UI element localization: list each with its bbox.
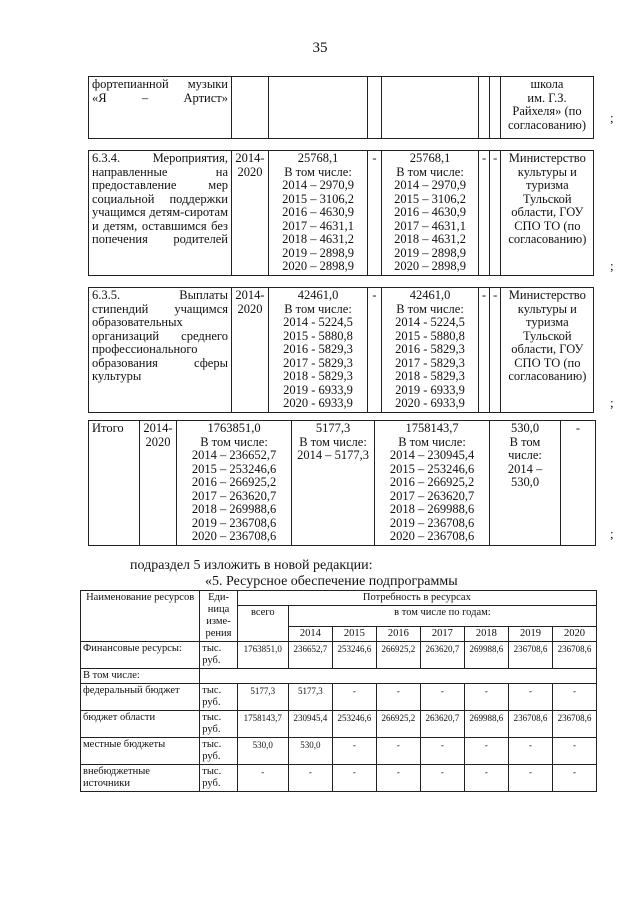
resource-year-value: - bbox=[376, 765, 420, 792]
federal-funding: - bbox=[368, 288, 382, 413]
executor: Министерство культуры и туризма Тульской области, ГОУ СПО ТО (по согласованию) bbox=[501, 151, 594, 276]
period: 2014- 2020 bbox=[140, 421, 177, 546]
subsection-instruction: подраздел 5 изложить в новой редакции: bbox=[130, 558, 373, 573]
resource-total: 1758143,7 bbox=[237, 711, 288, 738]
executor: школа им. Г.З. Райхеля» (по согласованию) bbox=[501, 77, 594, 139]
resource-year-value: 236652,7 bbox=[288, 642, 332, 669]
resource-year-value: - bbox=[376, 738, 420, 765]
resource-year-value: 263620,7 bbox=[420, 642, 464, 669]
regional-funding: 1758143,7 В том числе: 2014 – 230945,4 2015 – 253246,6 2016 – 266925,2 2017 – 263620,7 2018 – 269988,6 2019 – 236708,6 2020 – 236708,6 bbox=[375, 421, 490, 546]
resource-year-value: - bbox=[332, 765, 376, 792]
resource-row bbox=[81, 738, 597, 765]
row-end-semicolon: ; bbox=[610, 395, 614, 410]
resource-year-value: - bbox=[508, 684, 552, 711]
year-header-2015: 2015 bbox=[332, 627, 376, 642]
resource-year-value: 269988,6 bbox=[464, 642, 508, 669]
year-header-2016: 2016 bbox=[376, 627, 420, 642]
local-funding: 530,0 В том числе: 2014 – 530,0 bbox=[490, 421, 561, 546]
resource-row bbox=[81, 669, 597, 684]
row-end-semicolon: ; bbox=[610, 258, 614, 273]
program-table-block-2 bbox=[88, 150, 594, 276]
extra-funding: - bbox=[490, 151, 501, 276]
resource-year-value: 266925,2 bbox=[376, 711, 420, 738]
year-header-2017: 2017 bbox=[420, 627, 464, 642]
col-header-unit: Еди- ница изме- рения bbox=[200, 591, 237, 642]
resource-year-value: - bbox=[376, 684, 420, 711]
resource-name: внебюджетные источники bbox=[81, 765, 200, 792]
resource-year-value: - bbox=[552, 738, 596, 765]
resource-year-value: - bbox=[420, 684, 464, 711]
col-header-total: всего bbox=[237, 606, 288, 642]
period: 2014- 2020 bbox=[232, 151, 269, 276]
local-funding: - bbox=[479, 288, 490, 413]
col-header-need: Потребность в ресурсах bbox=[237, 591, 596, 606]
resource-year-value: 266925,2 bbox=[376, 642, 420, 669]
row-end-semicolon: ; bbox=[610, 110, 614, 125]
col-header-resource: Наименование ресурсов bbox=[81, 591, 200, 642]
resource-unit: тыс. руб. bbox=[200, 738, 237, 765]
empty-cell bbox=[200, 669, 597, 684]
executor: Министерство культуры и туризма Тульской области, ГОУ СПО ТО (по согласованию) bbox=[501, 288, 594, 413]
local-funding: - bbox=[479, 151, 490, 276]
page-number: 35 bbox=[312, 40, 328, 56]
resource-name: Финансовые ресурсы: bbox=[81, 642, 200, 669]
resource-year-value: - bbox=[464, 738, 508, 765]
program-table-total bbox=[88, 420, 596, 546]
resource-unit: тыс. руб. bbox=[200, 684, 237, 711]
resource-year-value: 236708,6 bbox=[552, 711, 596, 738]
activity-name: 6.3.5. Выплаты стипендий учащимся образовательных организаций среднего профессионального образования сферы культуры bbox=[89, 288, 232, 413]
resource-year-value: - bbox=[552, 684, 596, 711]
extra-funding: - bbox=[490, 288, 501, 413]
resources-table bbox=[80, 590, 597, 792]
resources-body bbox=[81, 642, 597, 792]
program-table-block-1 bbox=[88, 76, 594, 139]
resource-row bbox=[81, 684, 597, 711]
resource-year-value: 253246,6 bbox=[332, 642, 376, 669]
total-funding: 42461,0 В том числе: 2014 - 5224,5 2015 - 5880,8 2016 - 5829,3 2017 - 5829,3 2018 - 5829,3 2019 - 6933,9 2020 - 6933,9 bbox=[269, 288, 368, 413]
resource-unit: тыс. руб. bbox=[200, 711, 237, 738]
activity-name: фортепианной музыки «Я – Артист» bbox=[89, 77, 232, 139]
resource-year-value: 263620,7 bbox=[420, 711, 464, 738]
resource-name: местные бюджеты bbox=[81, 738, 200, 765]
resource-year-value: 236708,6 bbox=[508, 642, 552, 669]
federal-funding: - bbox=[368, 151, 382, 276]
resource-unit: тыс. руб. bbox=[200, 642, 237, 669]
federal-funding: 5177,3 В том числе: 2014 – 5177,3 bbox=[292, 421, 375, 546]
resource-year-value: - bbox=[508, 765, 552, 792]
resource-year-value: - bbox=[420, 765, 464, 792]
resource-year-value: - bbox=[464, 684, 508, 711]
resource-row bbox=[81, 642, 597, 669]
resource-year-value: 530,0 bbox=[288, 738, 332, 765]
resource-row bbox=[81, 711, 597, 738]
resource-unit: тыс. руб. bbox=[200, 765, 237, 792]
year-header-2018: 2018 bbox=[464, 627, 508, 642]
resource-name: В том числе: bbox=[81, 669, 200, 684]
year-header-2019: 2019 bbox=[508, 627, 552, 642]
resource-year-value: 236708,6 bbox=[552, 642, 596, 669]
resource-year-value: - bbox=[420, 738, 464, 765]
resource-year-value: 5177,3 bbox=[288, 684, 332, 711]
resource-total: 5177,3 bbox=[237, 684, 288, 711]
resource-year-value: - bbox=[508, 738, 552, 765]
resource-year-value: 253246,6 bbox=[332, 711, 376, 738]
program-table-block-3 bbox=[88, 287, 594, 413]
resource-name: федеральный бюджет bbox=[81, 684, 200, 711]
section-title: «5. Ресурсное обеспечение подпрограммы bbox=[205, 574, 458, 589]
activity-name: 6.3.4. Мероприятия, направленные на предоставление мер социальной поддержки учащимся детям-сиротам и детям, оставшимся без попечения родителей bbox=[89, 151, 232, 276]
resource-year-value: 236708,6 bbox=[508, 711, 552, 738]
year-header-2014: 2014 bbox=[288, 627, 332, 642]
resource-name: бюджет области bbox=[81, 711, 200, 738]
resource-total: - bbox=[237, 765, 288, 792]
resource-year-value: - bbox=[552, 765, 596, 792]
resource-total: 1763851,0 bbox=[237, 642, 288, 669]
col-header-years: в том числе по годам: bbox=[288, 606, 596, 627]
resource-year-value: - bbox=[332, 684, 376, 711]
resource-year-value: - bbox=[332, 738, 376, 765]
total-funding: 1763851,0 В том числе: 2014 – 236652,7 2015 – 253246,6 2016 – 266925,2 2017 – 263620,7 2018 – 269988,6 2019 – 236708,6 2020 – 236708,6 bbox=[177, 421, 292, 546]
year-header-2020: 2020 bbox=[552, 627, 596, 642]
resource-year-value: 269988,6 bbox=[464, 711, 508, 738]
resource-total: 530,0 bbox=[237, 738, 288, 765]
resource-year-value: - bbox=[288, 765, 332, 792]
period: 2014- 2020 bbox=[232, 288, 269, 413]
resource-year-value: - bbox=[464, 765, 508, 792]
total-label: Итого bbox=[89, 421, 140, 546]
regional-funding: 25768,1 В том числе: 2014 – 2970,9 2015 – 3106,2 2016 – 4630,9 2017 – 4631,1 2018 – 4631,2 2019 – 2898,9 2020 – 2898,9 bbox=[382, 151, 479, 276]
resource-year-value: 230945,4 bbox=[288, 711, 332, 738]
regional-funding: 42461,0 В том числе: 2014 - 5224,5 2015 - 5880,8 2016 - 5829,3 2017 - 5829,3 2018 - 5829,3 2019 - 6933,9 2020 - 6933,9 bbox=[382, 288, 479, 413]
row-end-semicolon: ; bbox=[610, 526, 614, 541]
resource-row bbox=[81, 765, 597, 792]
total-funding: 25768,1 В том числе: 2014 – 2970,9 2015 – 3106,2 2016 – 4630,9 2017 – 4631,1 2018 – 4631,2 2019 – 2898,9 2020 – 2898,9 bbox=[269, 151, 368, 276]
extra-funding: - bbox=[561, 421, 596, 546]
